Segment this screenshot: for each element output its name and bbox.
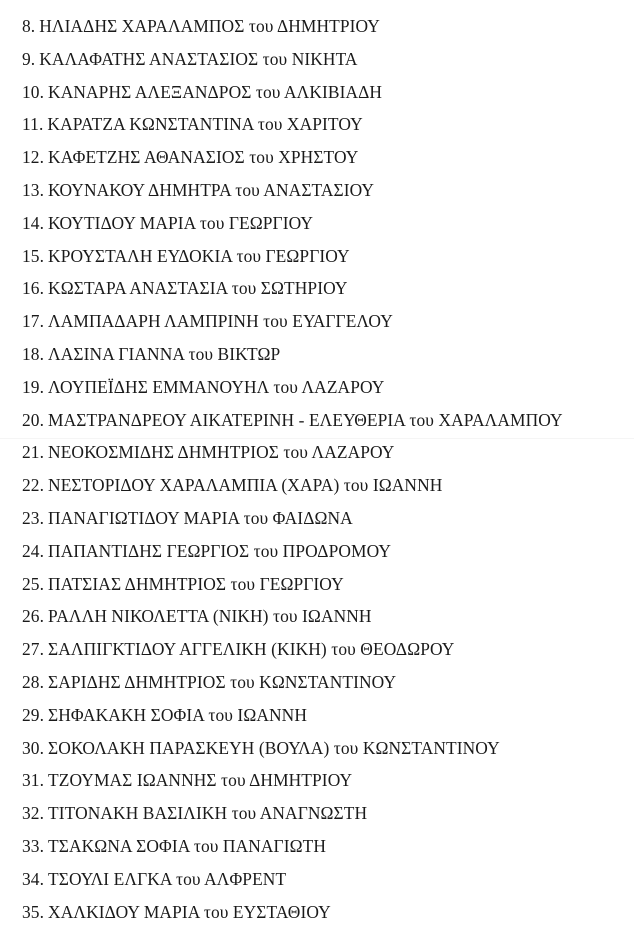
list-item-name: ΣΗΦΑΚΑΚΗ ΣΟΦΙΑ του ΙΩΑΝΝΗ	[48, 704, 307, 725]
list-item	[22, 600, 563, 633]
list-item	[22, 863, 563, 896]
list-item-name: ΚΑΝΑΡΗΣ ΑΛΕΞΑΝΔΡΟΣ του ΑΛΚΙΒΙΑΔΗ	[48, 81, 383, 102]
list-item-name: ΠΑΠΑΝΤΙΔΗΣ ΓΕΩΡΓΙΟΣ του ΠΡΟΔΡΟΜΟΥ	[48, 540, 392, 561]
list-item	[22, 568, 563, 601]
list-item-number: 29.	[22, 704, 45, 725]
list-item	[22, 699, 563, 732]
list-item	[22, 338, 563, 371]
list-item-name: ΤΣΑΚΩΝΑ ΣΟΦΙΑ του ΠΑΝΑΓΙΩΤΗ	[48, 835, 326, 856]
list-item-name: ΗΛΙΑΔΗΣ ΧΑΡΑΛΑΜΠΟΣ του ΔΗΜΗΤΡΙΟΥ	[39, 16, 380, 36]
list-item-number: 31.	[22, 770, 45, 791]
list-item	[22, 371, 563, 404]
list-item	[22, 10, 563, 43]
list-item-name: ΛΑΣΙΝΑ ΓΙΑΝΝΑ του ΒΙΚΤΩΡ	[48, 343, 281, 364]
list-item-name: ΛΟΥΠΕΪΔΗΣ ΕΜΜΑΝΟΥΗΛ του ΛΑΖΑΡΟΥ	[48, 376, 385, 397]
list-item	[22, 764, 563, 797]
list-item-name: ΚΡΟΥΣΤΑΛΗ ΕΥΔΟΚΙΑ του ΓΕΩΡΓΙΟΥ	[48, 245, 350, 266]
list-item-number: 12.	[22, 147, 45, 168]
list-item	[22, 436, 563, 469]
list-item-number: 17.	[22, 311, 45, 332]
list-item-name: ΠΑΝΑΓΙΩΤΙΔΟΥ ΜΑΡΙΑ του ΦΑΙΔΩΝΑ	[48, 507, 353, 528]
list-item-number: 21.	[22, 442, 45, 463]
list-item-number: 34.	[22, 868, 45, 889]
list-item-number: 35.	[22, 901, 45, 922]
list-item-number: 16.	[22, 278, 45, 299]
list-item	[22, 404, 563, 437]
list-item-number: 25.	[22, 573, 45, 594]
list-item-name: ΜΑΣΤΡΑΝΔΡΕΟΥ ΑΙΚΑΤΕΡΙΝΗ - ΕΛΕΥΘΕΡΙΑ του ΧΑΡΑΛΑΜΠΟΥ	[48, 409, 563, 430]
list-item-name: ΧΑΛΚΙΔΟΥ ΜΑΡΙΑ του ΕΥΣΤΑΘΙΟΥ	[48, 901, 331, 922]
list-item	[22, 174, 563, 207]
list-item-name: ΠΑΤΣΙΑΣ ΔΗΜΗΤΡΙΟΣ του ΓΕΩΡΓΙΟΥ	[48, 573, 344, 594]
list-item	[22, 108, 563, 141]
list-item-number: 32.	[22, 803, 45, 824]
list-item-name: ΣΑΛΠΙΓΚΤΙΔΟΥ ΑΓΓΕΛΙΚΗ (ΚΙΚΗ) του ΘΕΟΔΩΡΟΥ	[48, 639, 455, 660]
list-item	[22, 240, 563, 273]
list-item-number: 27.	[22, 639, 45, 660]
list-item	[22, 633, 563, 666]
list-item-name: ΝΕΟΚΟΣΜΙΔΗΣ ΔΗΜΗΤΡΙΟΣ του ΛΑΖΑΡΟΥ	[48, 442, 395, 463]
list-item	[22, 535, 563, 568]
name-list	[22, 10, 563, 928]
list-item	[22, 43, 563, 76]
list-item	[22, 272, 563, 305]
list-item-number: 33.	[22, 835, 45, 856]
list-item-number: 15.	[22, 245, 45, 266]
list-item	[22, 207, 563, 240]
list-item-name: ΚΟΥΤΙΔΟΥ ΜΑΡΙΑ του ΓΕΩΡΓΙΟΥ	[48, 212, 314, 233]
list-item-number: 23.	[22, 507, 45, 528]
list-item	[22, 666, 563, 699]
list-item-name: ΤΖΟΥΜΑΣ ΙΩΑΝΝΗΣ του ΔΗΜΗΤΡΙΟΥ	[48, 770, 353, 791]
list-item-name: ΤΣΟΥΛΙ ΕΛΓΚΑ του ΑΛΦΡΕΝΤ	[48, 868, 287, 889]
list-item-number: 24.	[22, 540, 45, 561]
list-item-number: 9.	[22, 48, 36, 69]
list-item	[22, 732, 563, 765]
list-item-name: ΚΑΡΑΤΖΑ ΚΩΝΣΤΑΝΤΙΝΑ του ΧΑΡΙΤΟΥ	[47, 114, 363, 135]
list-item-name: ΡΑΛΛΗ ΝΙΚΟΛΕΤΤΑ (ΝΙΚΗ) του ΙΩΑΝΝΗ	[48, 606, 372, 627]
list-item	[22, 469, 563, 502]
list-item-name: ΛΑΜΠΑΔΑΡΗ ΛΑΜΠΡΙΝΗ του ΕΥΑΓΓΕΛΟΥ	[48, 311, 393, 332]
list-item-number: 10.	[22, 81, 45, 102]
list-item-number: 18.	[22, 343, 45, 364]
list-item	[22, 76, 563, 109]
list-item	[22, 502, 563, 535]
list-item-number: 8.	[22, 16, 36, 36]
list-item	[22, 141, 563, 174]
list-item-number: 14.	[22, 212, 45, 233]
list-item	[22, 896, 563, 929]
list-item-number: 22.	[22, 475, 45, 496]
list-item-name: ΚΩΣΤΑΡΑ ΑΝΑΣΤΑΣΙΑ του ΣΩΤΗΡΙΟΥ	[48, 278, 348, 299]
list-item-name: ΚΑΛΑΦΑΤΗΣ ΑΝΑΣΤΑΣΙΟΣ του ΝΙΚΗΤΑ	[39, 48, 358, 69]
list-item-number: 11.	[22, 114, 44, 135]
list-item-number: 20.	[22, 409, 45, 430]
list-item	[22, 797, 563, 830]
list-item-name: ΣΑΡΙΔΗΣ ΔΗΜΗΤΡΙΟΣ του ΚΩΝΣΤΑΝΤΙΝΟΥ	[48, 671, 397, 692]
list-item	[22, 830, 563, 863]
list-item-number: 19.	[22, 376, 45, 397]
list-item-name: ΚΟΥΝΑΚΟΥ ΔΗΜΗΤΡΑ του ΑΝΑΣΤΑΣΙΟΥ	[48, 179, 375, 200]
list-item-name: ΚΑΦΕΤΖΗΣ ΑΘΑΝΑΣΙΟΣ του ΧΡΗΣΤΟΥ	[48, 147, 359, 168]
list-item-number: 30.	[22, 737, 45, 758]
list-item-name: ΤΙΤΟΝΑΚΗ ΒΑΣΙΛΙΚΗ του ΑΝΑΓΝΩΣΤΗ	[48, 803, 368, 824]
list-item-name: ΝΕΣΤΟΡΙΔΟΥ ΧΑΡΑΛΑΜΠΙΑ (ΧΑΡΑ) του ΙΩΑΝΝΗ	[48, 475, 443, 496]
list-item-number: 28.	[22, 671, 45, 692]
list-item-name: ΣΟΚΟΛΑΚΗ ΠΑΡΑΣΚΕΥΗ (ΒΟΥΛΑ) του ΚΩΝΣΤΑΝΤΙΝΟΥ	[48, 737, 500, 758]
list-item-number: 26.	[22, 606, 45, 627]
list-item	[22, 305, 563, 338]
list-item-number: 13.	[22, 179, 45, 200]
